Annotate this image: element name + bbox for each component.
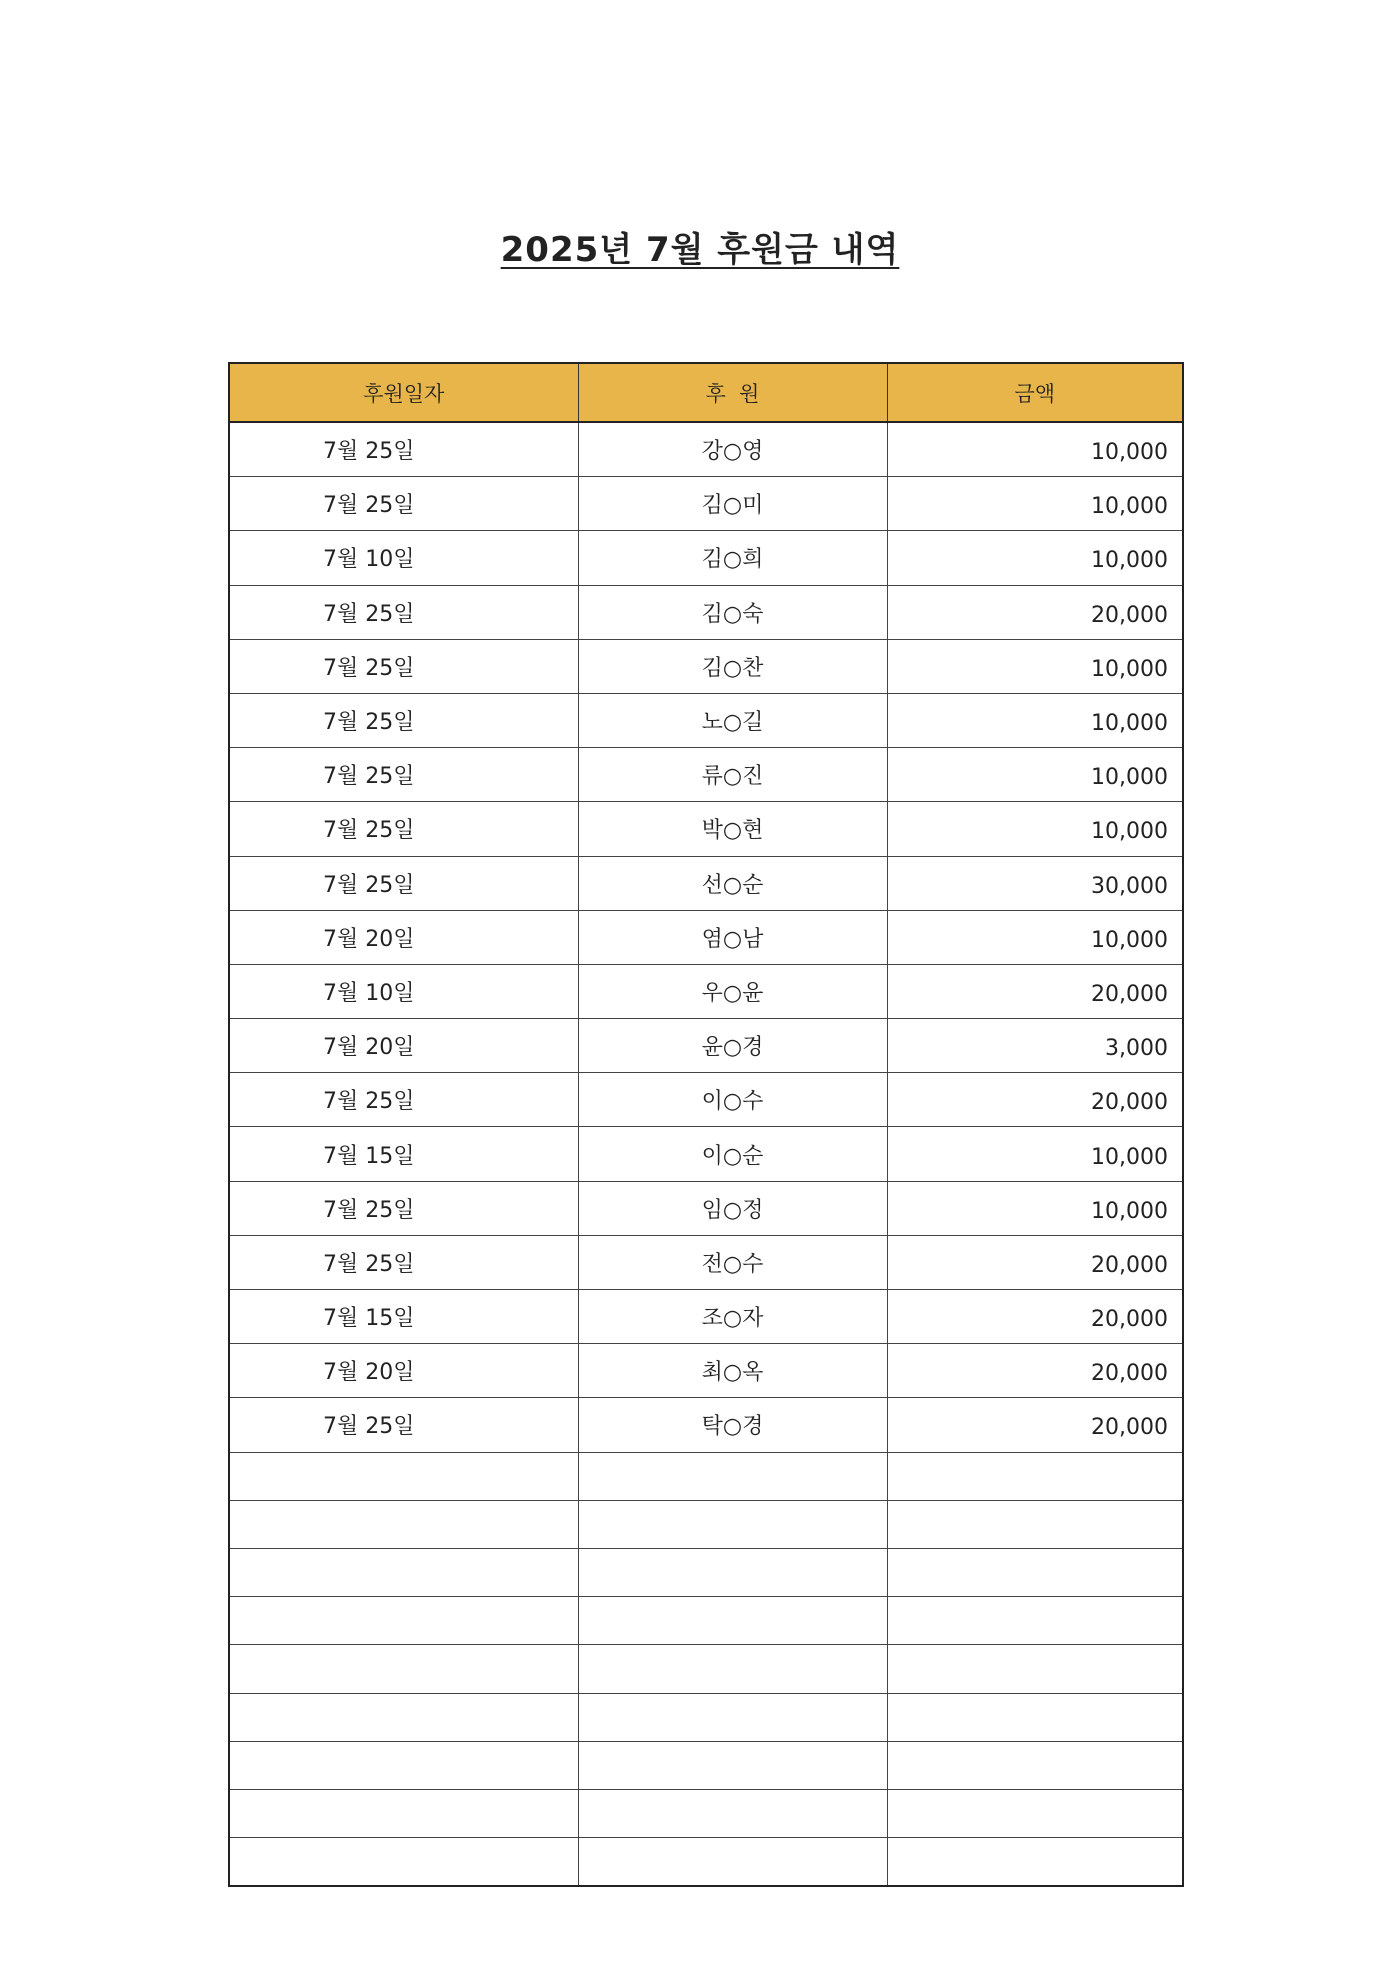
table-row [229,1127,1183,1181]
amount-cell: 20,000 [887,585,1183,639]
table-row [229,1235,1183,1289]
table-row [229,964,1183,1018]
amount-cell: 20,000 [887,1398,1183,1452]
donation-table-wrapper [228,362,1182,1887]
date-cell: 7월 25일 [229,1398,578,1452]
donor-cell: 조○자 [578,1290,887,1344]
table-row [229,1181,1183,1235]
amount-cell: 3,000 [887,1019,1183,1073]
empty-table-row [229,1597,1183,1645]
empty-cell [887,1838,1183,1887]
empty-cell [229,1741,578,1789]
empty-cell [578,1645,887,1693]
amount-cell: 10,000 [887,477,1183,531]
table-row [229,531,1183,585]
date-cell: 7월 15일 [229,1290,578,1344]
date-cell: 7월 25일 [229,1181,578,1235]
empty-cell [578,1789,887,1837]
date-cell: 7월 10일 [229,531,578,585]
header-donor: 후 원 [578,363,887,422]
empty-cell [578,1548,887,1596]
donor-cell: 전○수 [578,1235,887,1289]
amount-cell: 20,000 [887,964,1183,1018]
donor-cell: 이○순 [578,1127,887,1181]
donor-cell: 김○희 [578,531,887,585]
date-cell: 7월 25일 [229,748,578,802]
table-row [229,1073,1183,1127]
date-cell: 7월 25일 [229,856,578,910]
empty-table-row [229,1838,1183,1887]
table-row [229,477,1183,531]
empty-cell [229,1452,578,1500]
empty-cell [229,1789,578,1837]
amount-cell: 20,000 [887,1344,1183,1398]
empty-table-row [229,1693,1183,1741]
amount-cell: 10,000 [887,748,1183,802]
amount-cell: 10,000 [887,1181,1183,1235]
table-row [229,693,1183,747]
donor-cell: 노○길 [578,693,887,747]
date-cell: 7월 25일 [229,585,578,639]
empty-cell [229,1500,578,1548]
empty-cell [887,1645,1183,1693]
empty-cell [229,1597,578,1645]
donor-cell: 이○수 [578,1073,887,1127]
table-row [229,585,1183,639]
date-cell: 7월 25일 [229,477,578,531]
date-cell: 7월 25일 [229,1235,578,1289]
empty-cell [229,1693,578,1741]
empty-cell [578,1500,887,1548]
date-cell: 7월 20일 [229,1344,578,1398]
empty-cell [887,1548,1183,1596]
donor-cell: 김○찬 [578,639,887,693]
amount-cell: 10,000 [887,910,1183,964]
header-date: 후원일자 [229,363,578,422]
amount-cell: 20,000 [887,1235,1183,1289]
document-title: 2025년 7월 후원금 내역 [500,230,900,270]
empty-cell [887,1452,1183,1500]
amount-cell: 10,000 [887,639,1183,693]
empty-cell [578,1597,887,1645]
amount-cell: 10,000 [887,693,1183,747]
donor-cell: 탁○경 [578,1398,887,1452]
table-header-row [229,363,1183,422]
donor-cell: 임○정 [578,1181,887,1235]
donor-cell: 김○숙 [578,585,887,639]
empty-cell [887,1597,1183,1645]
date-cell: 7월 25일 [229,802,578,856]
empty-table-row [229,1741,1183,1789]
empty-cell [578,1741,887,1789]
table-row [229,748,1183,802]
donor-cell: 선○순 [578,856,887,910]
donor-cell: 류○진 [578,748,887,802]
table-row [229,1398,1183,1452]
amount-cell: 10,000 [887,1127,1183,1181]
donor-cell: 김○미 [578,477,887,531]
date-cell: 7월 25일 [229,1073,578,1127]
amount-cell: 10,000 [887,422,1183,477]
table-row [229,856,1183,910]
donor-cell: 우○윤 [578,964,887,1018]
table-row [229,422,1183,477]
empty-cell [578,1693,887,1741]
amount-cell: 20,000 [887,1073,1183,1127]
empty-cell [578,1452,887,1500]
header-amount: 금액 [887,363,1183,422]
empty-cell [887,1741,1183,1789]
table-row [229,1290,1183,1344]
donor-cell: 윤○경 [578,1019,887,1073]
date-cell: 7월 20일 [229,1019,578,1073]
table-row [229,1344,1183,1398]
empty-cell [229,1645,578,1693]
table-row [229,910,1183,964]
empty-cell [229,1548,578,1596]
date-cell: 7월 25일 [229,639,578,693]
amount-cell: 30,000 [887,856,1183,910]
amount-cell: 20,000 [887,1290,1183,1344]
table-row [229,639,1183,693]
empty-cell [229,1838,578,1887]
empty-table-row [229,1500,1183,1548]
empty-table-row [229,1548,1183,1596]
date-cell: 7월 10일 [229,964,578,1018]
donor-cell: 염○남 [578,910,887,964]
empty-table-row [229,1789,1183,1837]
donor-cell: 강○영 [578,422,887,477]
donation-table [228,362,1184,1887]
table-row [229,802,1183,856]
amount-cell: 10,000 [887,802,1183,856]
empty-table-row [229,1452,1183,1500]
date-cell: 7월 20일 [229,910,578,964]
empty-cell [887,1500,1183,1548]
empty-table-row [229,1645,1183,1693]
empty-cell [578,1838,887,1887]
donor-cell: 최○옥 [578,1344,887,1398]
date-cell: 7월 25일 [229,422,578,477]
donor-cell: 박○현 [578,802,887,856]
amount-cell: 10,000 [887,531,1183,585]
empty-cell [887,1693,1183,1741]
date-cell: 7월 15일 [229,1127,578,1181]
table-row [229,1019,1183,1073]
empty-cell [887,1789,1183,1837]
table-body [229,422,1183,1886]
date-cell: 7월 25일 [229,693,578,747]
